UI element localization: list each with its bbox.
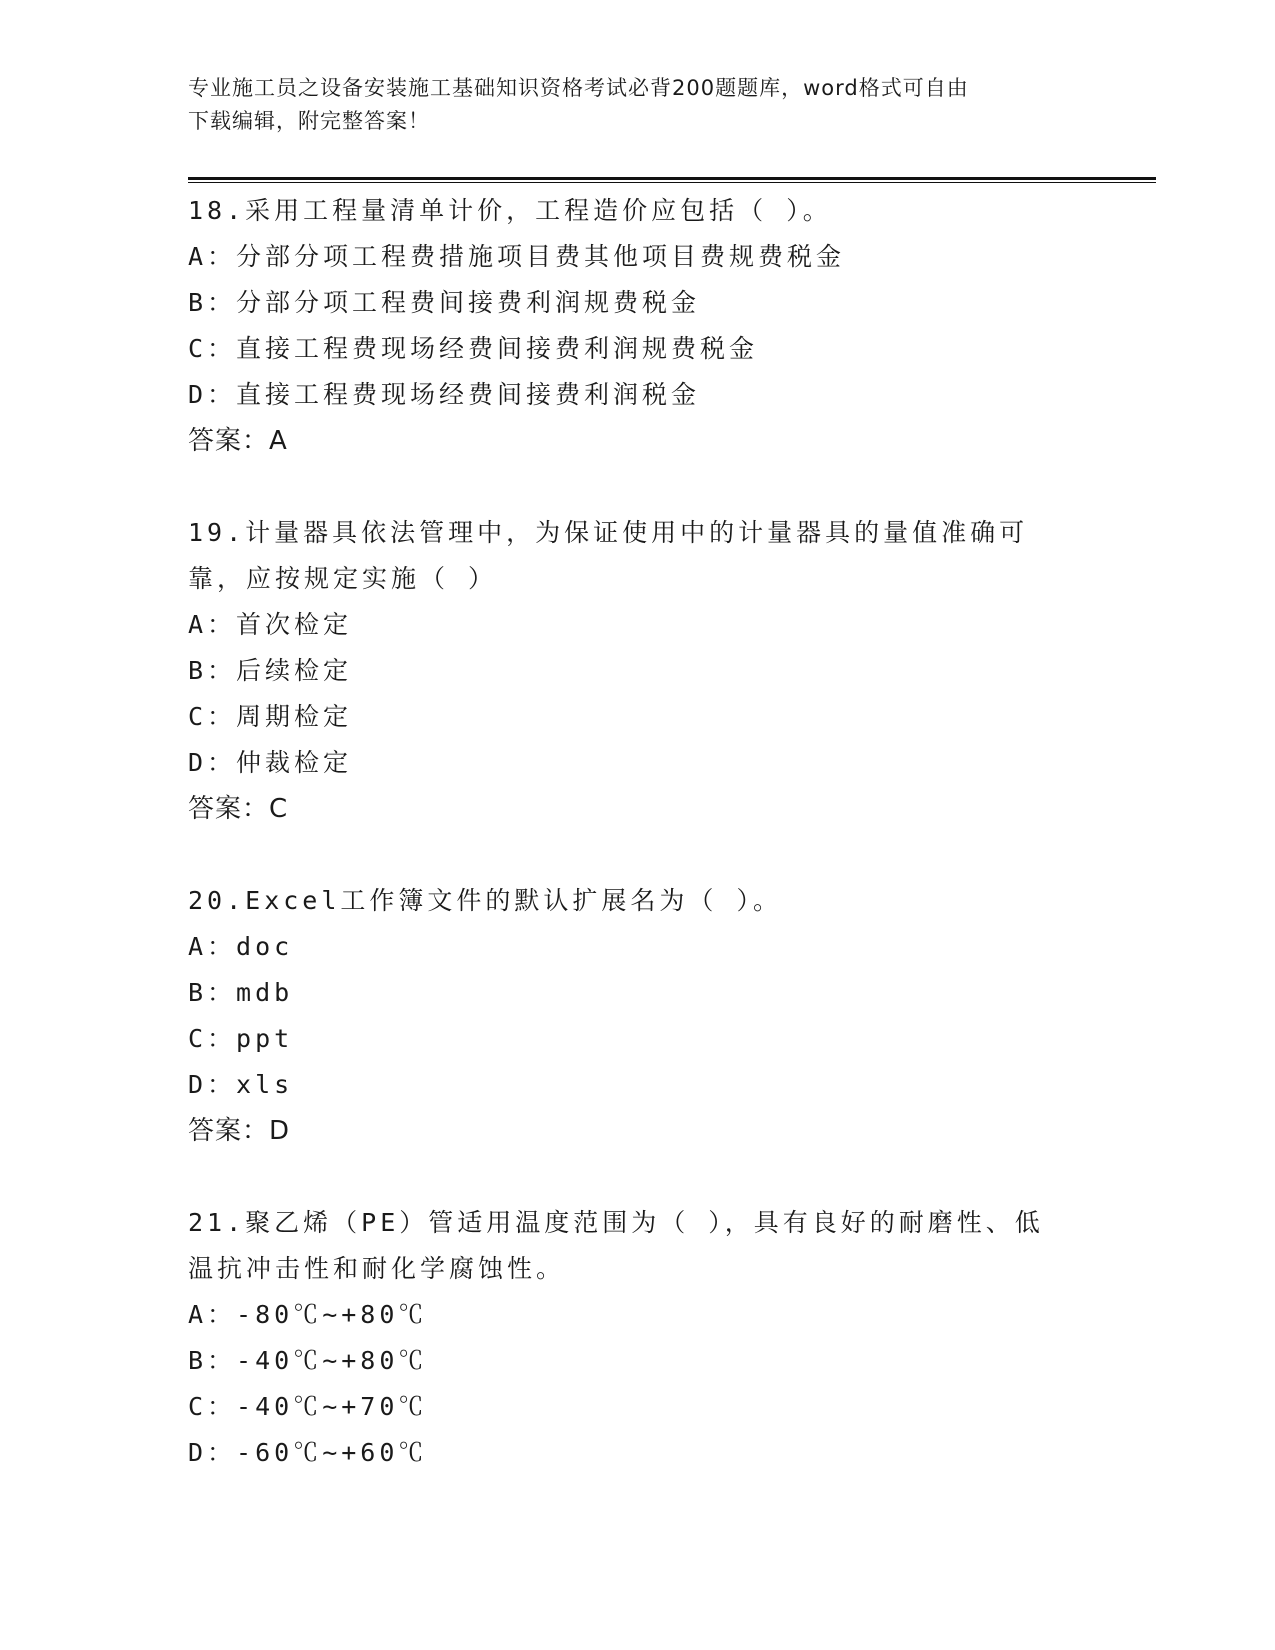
option-a: A：首次检定 — [188, 610, 353, 639]
question-19 — [188, 510, 1068, 832]
question-21 — [188, 1200, 1068, 1476]
header-line-1: 专业施工员之设备安装施工基础知识资格考试必背200题题库，word格式可自由 — [188, 76, 969, 100]
option-d: D：xls — [188, 1070, 294, 1099]
question-stem: 19.计量器具依法管理中，为保证使用中的计量器具的量值准确可靠，应按规定实施（ ） — [188, 518, 1029, 593]
option-c: C：直接工程费现场经费间接费利润规费税金 — [188, 334, 759, 363]
question-stem: 20.Excel工作簿文件的默认扩展名为（ ）。 — [188, 886, 782, 915]
option-d: D：直接工程费现场经费间接费利润税金 — [188, 380, 701, 409]
option-b: B：-40℃~+80℃ — [188, 1346, 428, 1375]
question-20 — [188, 878, 1068, 1154]
option-a: A：分部分项工程费措施项目费其他项目费规费税金 — [188, 242, 846, 271]
option-d: D：-60℃~+60℃ — [188, 1438, 428, 1467]
answer-label: 答案：D — [188, 1116, 291, 1146]
option-b: B：分部分项工程费间接费利润规费税金 — [188, 288, 701, 317]
question-stem: 21.聚乙烯（PE）管适用温度范围为（ ），具有良好的耐磨性、低温抗冲击性和耐化学腐蚀性。 — [188, 1208, 1044, 1283]
header-line-2: 下载编辑，附完整答案！ — [188, 109, 430, 133]
question-stem: 18.采用工程量清单计价，工程造价应包括（ ）。 — [188, 196, 832, 225]
question-18 — [188, 188, 1068, 464]
option-c: C：周期检定 — [188, 702, 353, 731]
option-c: C：-40℃~+70℃ — [188, 1392, 428, 1421]
option-b: B：后续检定 — [188, 656, 353, 685]
option-a: A：-80℃~+80℃ — [188, 1300, 428, 1329]
answer-label: 答案：C — [188, 794, 289, 824]
question-list — [188, 188, 1068, 1522]
option-c: C：ppt — [188, 1024, 294, 1053]
document-page — [188, 0, 1158, 1650]
header-divider-thick — [188, 177, 1156, 180]
option-a: A：doc — [188, 932, 294, 961]
answer-label: 答案：A — [188, 426, 288, 456]
option-d: D：仲裁检定 — [188, 748, 353, 777]
option-b: B：mdb — [188, 978, 294, 1007]
document-header — [188, 72, 1068, 138]
header-divider-thin — [188, 182, 1156, 183]
